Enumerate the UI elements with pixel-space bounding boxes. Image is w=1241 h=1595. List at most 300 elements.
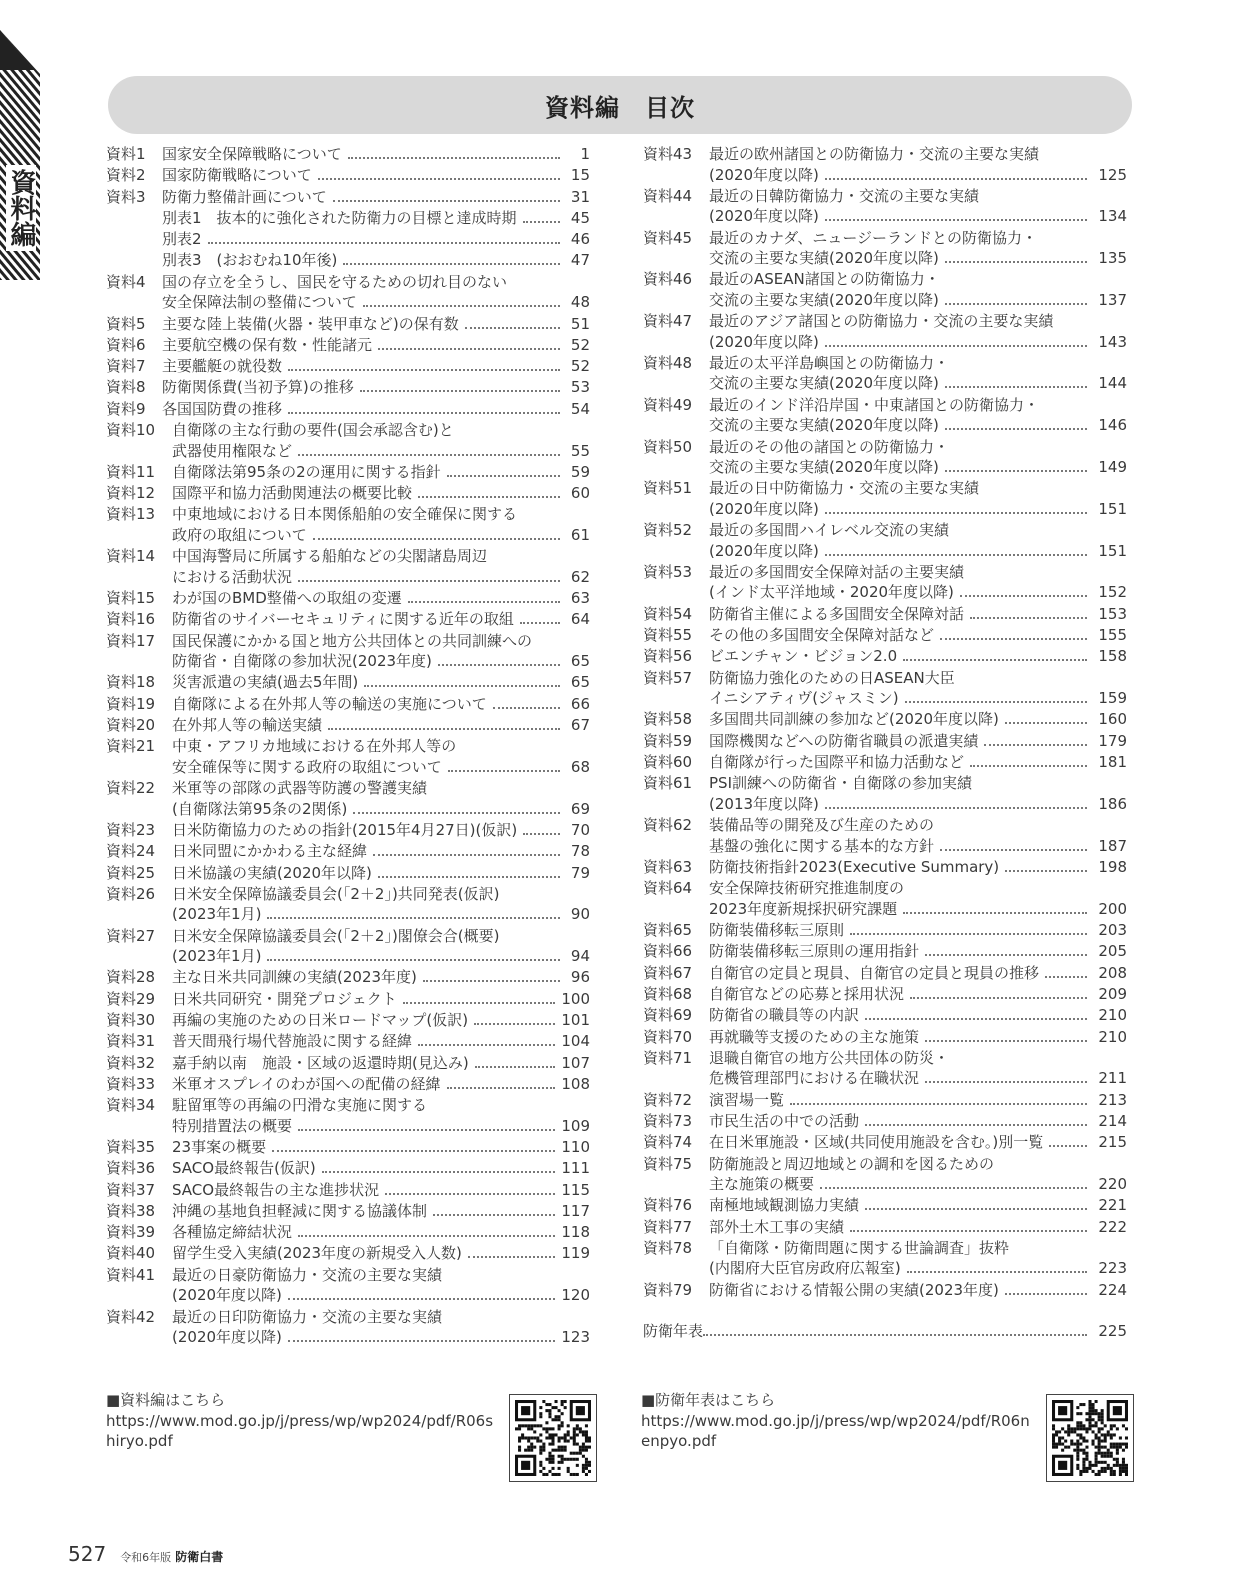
dot-leader xyxy=(940,638,1087,640)
entry-title-line: 安全保障技術研究推進制度の xyxy=(709,879,905,898)
dot-leader xyxy=(468,1256,555,1258)
entry-number: 資料63 xyxy=(643,857,693,876)
entry-number: 資料43 xyxy=(643,145,693,163)
toc-entry[interactable] xyxy=(643,311,1127,352)
dot-leader xyxy=(378,348,560,350)
toc-entry[interactable] xyxy=(106,1095,590,1136)
entry-number: 資料18 xyxy=(106,673,156,692)
entry-number: 資料10 xyxy=(106,421,156,440)
entry-title-line: 別表1 抜本的に強化された防衛力の目標と達成時期 xyxy=(162,208,517,227)
dot-leader xyxy=(1049,1145,1087,1147)
entry-page-number: 210 xyxy=(1098,1006,1127,1025)
entry-page-number: 53 xyxy=(570,378,590,397)
entry-title-line: (2020年度以降) xyxy=(172,1286,282,1305)
dot-leader xyxy=(288,369,560,371)
toc-entry[interactable] xyxy=(643,562,1127,603)
side-label-text: 資料編 xyxy=(6,165,36,251)
entry-title-line: 日米共同研究・開発プロジェクト xyxy=(172,989,397,1008)
toc-entry[interactable] xyxy=(106,1180,590,1201)
toc-entry[interactable] xyxy=(106,631,590,672)
toc-entry[interactable] xyxy=(643,144,1127,185)
toc-entry[interactable] xyxy=(106,820,590,841)
dot-leader xyxy=(267,959,560,961)
dot-leader xyxy=(825,178,1087,180)
entry-number: 資料55 xyxy=(643,626,693,645)
entry-title-line: 嘉手納以南 施設・区域の返還時期(見込み) xyxy=(172,1053,469,1072)
entry-number: 資料78 xyxy=(643,1238,693,1257)
entry-number: 資料2 xyxy=(106,166,146,185)
toc-entry[interactable] xyxy=(106,1307,590,1348)
entry-title-line: (2013年度以降) xyxy=(709,794,819,813)
entry-number: 資料32 xyxy=(106,1053,156,1072)
entry-title-line: 駐留軍等の再編の円滑な実施に関する xyxy=(172,1096,428,1115)
toc-right-column xyxy=(643,144,1127,1342)
toc-entry[interactable] xyxy=(106,967,590,988)
entry-number: 資料33 xyxy=(106,1074,156,1093)
toc-entry[interactable] xyxy=(106,1031,590,1052)
nenpyo-label: 防衛年表 xyxy=(643,1322,704,1341)
entry-number: 資料38 xyxy=(106,1201,156,1220)
dot-leader xyxy=(298,1235,555,1237)
entry-title-line: 基盤の強化に関する基本的な方針 xyxy=(709,836,935,855)
toc-entry[interactable] xyxy=(643,1048,1127,1089)
entry-page-number: 151 xyxy=(1098,499,1127,518)
entry-number: 資料35 xyxy=(106,1137,156,1156)
entry-page-number: 68 xyxy=(570,757,590,776)
toc-entry[interactable] xyxy=(106,399,590,420)
entry-number: 資料24 xyxy=(106,842,156,861)
toc-entry[interactable] xyxy=(643,731,1127,752)
toc-entry[interactable] xyxy=(643,269,1127,310)
entry-title-line: 最近のASEAN諸国との防衛協力・ xyxy=(709,270,940,289)
entry-page-number: 69 xyxy=(570,799,590,818)
entry-number: 資料74 xyxy=(643,1133,693,1152)
entry-title-line: (2023年1月) xyxy=(172,947,262,966)
entry-title-line: 政府の取組について xyxy=(172,525,307,544)
entry-page-number: 205 xyxy=(1098,942,1127,961)
toc-entry[interactable] xyxy=(106,926,590,967)
toc-entry[interactable] xyxy=(106,778,590,819)
entry-number: 資料71 xyxy=(643,1048,693,1067)
entry-page-number: 200 xyxy=(1098,899,1127,918)
toc-entry[interactable] xyxy=(643,625,1127,646)
entry-number: 資料3 xyxy=(106,187,146,206)
entry-page-number: 90 xyxy=(570,905,590,924)
toc-entry[interactable] xyxy=(106,1158,590,1179)
entry-page-number: 159 xyxy=(1098,689,1127,708)
dot-leader xyxy=(493,707,560,709)
entry-title-line: 演習場一覧 xyxy=(709,1090,785,1109)
toc-entry[interactable] xyxy=(106,483,590,504)
toc-entry[interactable] xyxy=(643,520,1127,561)
toc-entry[interactable] xyxy=(643,228,1127,269)
entry-number: 資料57 xyxy=(643,668,693,687)
entry-page-number: 221 xyxy=(1098,1196,1127,1215)
dot-leader xyxy=(523,833,560,835)
toc-entry[interactable] xyxy=(106,335,590,356)
toc-entry[interactable] xyxy=(643,478,1127,519)
entry-title-line: 中東地域における日本関係船舶の安全確保に関する xyxy=(172,505,518,524)
toc-entry[interactable] xyxy=(106,462,590,483)
entry-number: 資料36 xyxy=(106,1159,156,1178)
toc-entry[interactable] xyxy=(643,1005,1127,1026)
nenpyo-link-url[interactable]: https://www.mod.go.jp/j/press/wp/wp2024/pdf/R06nenpyo.pdf xyxy=(641,1412,1030,1450)
entry-page-number: 101 xyxy=(561,1011,590,1029)
toc-entry[interactable] xyxy=(643,186,1127,227)
dot-leader xyxy=(1005,1293,1087,1295)
dot-leader xyxy=(925,1081,1087,1083)
entry-title-line: (自衛隊法第95条の2関係) xyxy=(172,799,348,818)
dot-leader xyxy=(865,1208,1087,1210)
dot-leader xyxy=(865,1124,1087,1126)
entry-number: 資料34 xyxy=(106,1096,156,1115)
entry-number: 資料79 xyxy=(643,1280,693,1299)
entry-title-line: 安全確保等に関する政府の取組について xyxy=(172,757,442,776)
shiryo-link-url[interactable]: https://www.mod.go.jp/j/press/wp/wp2024/pdf/R06shiryo.pdf xyxy=(106,1412,494,1450)
entry-number: 資料9 xyxy=(106,399,146,418)
dot-leader xyxy=(385,1193,555,1195)
toc-entry[interactable] xyxy=(106,609,590,630)
entry-title-line: 防衛協力強化のための日ASEAN大臣 xyxy=(709,668,955,687)
entry-number: 資料21 xyxy=(106,737,156,756)
entry-title-line: 防衛省の職員等の内訳 xyxy=(709,1006,860,1025)
toc-entry[interactable] xyxy=(643,1132,1127,1153)
dot-leader xyxy=(520,622,560,624)
entry-title-line: (2020年度以降) xyxy=(709,541,819,560)
entry-title-line: 中国海警局に所属する船舶などの尖閣諸島周辺 xyxy=(172,547,488,566)
dot-leader xyxy=(343,263,560,265)
toc-entry[interactable] xyxy=(106,187,590,208)
dot-leader xyxy=(905,701,1087,703)
toc-entry[interactable] xyxy=(106,672,590,693)
entry-page-number: 61 xyxy=(570,525,590,544)
entry-title-line: 沖縄の基地負担軽減に関する協議体制 xyxy=(172,1201,428,1220)
entry-title-line: 2023年度新規採択研究課題 xyxy=(709,899,898,918)
entry-page-number: 109 xyxy=(561,1116,590,1135)
entry-number: 資料68 xyxy=(643,984,693,1003)
entry-number: 資料8 xyxy=(106,378,146,397)
entry-title-line: 交流の主要な実績(2020年度以降) xyxy=(709,416,939,435)
shiryo-qr-code-icon[interactable] xyxy=(509,1394,597,1482)
entry-title-line: 多国間共同訓練の参加など(2020年度以降) xyxy=(709,710,999,729)
entry-page-number: 220 xyxy=(1098,1175,1127,1193)
entry-page-number: 52 xyxy=(570,357,590,376)
dot-leader xyxy=(208,242,560,244)
toc-entry[interactable] xyxy=(643,1090,1127,1111)
entry-title-line: 自衛隊が行った国際平和協力活動など xyxy=(709,753,965,772)
toc-entry[interactable] xyxy=(106,1053,590,1074)
entry-number: 資料13 xyxy=(106,505,156,524)
toc-entry[interactable] xyxy=(106,1201,590,1222)
entry-page-number: 55 xyxy=(570,441,590,460)
dot-leader xyxy=(970,617,1087,619)
dot-leader xyxy=(474,1023,555,1025)
entry-number: 資料70 xyxy=(643,1027,693,1046)
dot-leader xyxy=(348,157,560,159)
dot-leader xyxy=(272,1150,555,1152)
dot-leader xyxy=(925,954,1087,956)
toc-entry[interactable] xyxy=(106,1222,590,1243)
entry-title-line: わが国のBMD整備への取組の変遷 xyxy=(172,589,402,608)
toc-entry[interactable] xyxy=(106,144,590,165)
toc-entry[interactable] xyxy=(643,604,1127,625)
toc-entry[interactable] xyxy=(106,715,590,736)
entry-page-number: 67 xyxy=(570,716,590,735)
dot-leader xyxy=(403,1002,556,1004)
entry-number: 資料77 xyxy=(643,1217,693,1236)
entry-page-number: 186 xyxy=(1098,794,1127,813)
entry-title-line: (インド太平洋地域・2020年度以降) xyxy=(709,583,954,602)
entry-page-number: 203 xyxy=(1098,921,1127,940)
toc-entry[interactable] xyxy=(643,920,1127,941)
entry-number: 資料6 xyxy=(106,335,146,354)
entry-number: 資料28 xyxy=(106,968,156,987)
toc-entry[interactable] xyxy=(106,989,590,1010)
entry-page-number: 198 xyxy=(1098,857,1127,876)
entry-number: 資料4 xyxy=(106,272,146,291)
toc-entry[interactable] xyxy=(643,646,1127,667)
dot-leader xyxy=(945,386,1087,388)
toc-entry[interactable] xyxy=(106,208,590,229)
toc-entry[interactable] xyxy=(106,1074,590,1095)
toc-entry[interactable] xyxy=(106,884,590,925)
entry-title-line: 防衛施設と周辺地域との調和を図るための xyxy=(709,1154,995,1173)
dot-leader xyxy=(825,554,1087,556)
entry-page-number: 79 xyxy=(570,863,590,882)
entry-page-number: 125 xyxy=(1098,165,1127,184)
entry-title-line: 自衛隊の主な行動の要件(国会承認含む)と xyxy=(172,421,454,440)
entry-page-number: 117 xyxy=(561,1201,590,1220)
dot-leader xyxy=(703,1334,1087,1336)
entry-title-line: 日米安全保障協議委員会(「2＋2」)共同発表(仮訳) xyxy=(172,884,500,903)
entry-title-line: 防衛技術指針2023(Executive Summary) xyxy=(709,857,1000,876)
dot-leader xyxy=(945,303,1087,305)
entry-title-line: 主な施策の概要 xyxy=(709,1175,815,1193)
toc-entry[interactable] xyxy=(106,377,590,398)
entry-title-line: 最近の日中防衛協力・交流の主要な実績 xyxy=(709,479,980,498)
entry-number: 資料7 xyxy=(106,357,146,376)
toc-entry[interactable] xyxy=(643,984,1127,1005)
entry-title-line: 市民生活の中での活動 xyxy=(709,1111,860,1130)
entry-title-line: SACO最終報告の主な進捗状況 xyxy=(172,1180,380,1199)
entry-page-number: 211 xyxy=(1098,1069,1127,1088)
entry-title-line: 日米同盟にかかわる主な経緯 xyxy=(172,842,368,861)
toc-entry[interactable] xyxy=(106,736,590,777)
entry-title-line: 再編の実施のための日米ロードマップ(仮訳) xyxy=(172,1011,469,1029)
entry-page-number: 78 xyxy=(570,842,590,861)
entry-number: 資料27 xyxy=(106,926,156,945)
entry-number: 資料25 xyxy=(106,863,156,882)
entry-title-line: 主な日米共同訓練の実績(2023年度) xyxy=(172,968,417,987)
dot-leader xyxy=(825,512,1087,514)
dot-leader xyxy=(288,412,560,414)
entry-title-line: 国家防衛戦略について xyxy=(162,166,312,185)
dot-leader xyxy=(267,917,560,919)
entry-title-line: 部外土木工事の実績 xyxy=(709,1217,845,1236)
entry-title-line: 安全保障法制の整備について xyxy=(162,293,357,312)
dot-leader xyxy=(448,770,560,772)
entry-title-line: (2023年1月) xyxy=(172,905,262,924)
entry-title-line: 最近のアジア諸国との防衛協力・交流の主要な実績 xyxy=(709,312,1054,331)
dot-leader xyxy=(1005,870,1087,872)
dot-leader xyxy=(850,933,1087,935)
entry-title-line: 日米防衛協力のための指針(2015年4月27日)(仮訳) xyxy=(172,820,518,839)
toc-entry[interactable] xyxy=(106,272,590,313)
dot-leader xyxy=(408,601,560,603)
toc-entry[interactable] xyxy=(106,1010,590,1031)
nenpyo-toc-entry[interactable] xyxy=(643,1321,1127,1342)
nenpyo-qr-code-icon[interactable] xyxy=(1046,1394,1134,1482)
dot-leader xyxy=(910,997,1087,999)
entry-page-number: 51 xyxy=(570,314,590,333)
dot-leader xyxy=(970,765,1087,767)
page-footer xyxy=(68,1542,223,1566)
dot-leader xyxy=(960,595,1087,597)
toc-entry[interactable] xyxy=(643,1195,1127,1216)
qr-pattern xyxy=(515,1400,591,1476)
entry-title-line: (2020年度以降) xyxy=(709,332,819,351)
toc-entry[interactable] xyxy=(106,420,590,461)
entry-page-number: 94 xyxy=(570,947,590,966)
dot-leader xyxy=(318,178,560,180)
toc-entry[interactable] xyxy=(106,504,590,545)
toc-entry[interactable] xyxy=(643,668,1127,709)
entry-number: 資料49 xyxy=(643,395,693,414)
toc-entry[interactable] xyxy=(106,1243,590,1264)
dot-leader xyxy=(373,854,560,856)
book-title: 防衛白書 xyxy=(175,1550,224,1564)
entry-title-line: 最近の多国間ハイレベル交流の実績 xyxy=(709,521,950,540)
dot-leader xyxy=(363,305,560,307)
dot-leader xyxy=(825,219,1087,221)
dot-leader xyxy=(333,200,560,202)
toc-entry[interactable] xyxy=(106,546,590,587)
shiryo-link-block xyxy=(106,1390,606,1451)
side-section-label xyxy=(6,165,36,251)
dot-leader xyxy=(298,580,560,582)
entry-title-line: 日米協議の実績(2020年以降) xyxy=(172,863,372,882)
toc-entry[interactable] xyxy=(643,1154,1127,1195)
entry-number: 資料16 xyxy=(106,610,156,629)
dot-leader xyxy=(903,912,1087,914)
entry-title-line: 自衛隊法第95条の2の運用に関する指針 xyxy=(172,462,441,481)
dot-leader xyxy=(298,454,560,456)
dot-leader xyxy=(364,685,560,687)
page-number: 527 xyxy=(68,1542,107,1566)
toc-entry[interactable] xyxy=(106,588,590,609)
toc-entry[interactable] xyxy=(106,229,590,250)
entry-title-line: イニシアティヴ(ジャスミン) xyxy=(709,689,899,708)
toc-entry[interactable] xyxy=(106,1137,590,1158)
toc-entry[interactable] xyxy=(643,773,1127,814)
dot-leader xyxy=(447,475,560,477)
dot-leader xyxy=(328,728,560,730)
toc-entry[interactable] xyxy=(106,863,590,884)
toc-entry[interactable] xyxy=(643,1027,1127,1048)
entry-title-line: 防衛省のサイバーセキュリティに関する近年の取組 xyxy=(172,610,514,629)
entry-page-number: 63 xyxy=(570,589,590,608)
toc-entry[interactable] xyxy=(106,314,590,335)
toc-entry[interactable] xyxy=(643,752,1127,773)
entry-page-number: 70 xyxy=(570,820,590,839)
nenpyo-link-heading: ■防衛年表はこちら xyxy=(641,1391,776,1409)
toc-entry[interactable] xyxy=(643,878,1127,919)
entry-title-line: 国際平和協力活動関連法の概要比較 xyxy=(172,484,413,503)
entry-number: 資料41 xyxy=(106,1265,156,1284)
toc-entry[interactable] xyxy=(643,1217,1127,1238)
toc-entry[interactable] xyxy=(643,1111,1127,1132)
entry-title-line: 防衛装備移転三原則 xyxy=(709,921,845,940)
entry-title-line: ビエンチャン・ビジョン2.0 xyxy=(709,647,898,666)
entry-number: 資料31 xyxy=(106,1032,156,1051)
entry-number: 資料62 xyxy=(643,816,693,835)
entry-number: 資料14 xyxy=(106,547,156,566)
entry-page-number: 65 xyxy=(570,673,590,692)
entry-title-line: 交流の主要な実績(2020年度以降) xyxy=(709,249,939,268)
dot-leader xyxy=(984,744,1087,746)
toc-entry[interactable] xyxy=(643,395,1127,436)
entry-number: 資料39 xyxy=(106,1223,156,1242)
qr-pattern xyxy=(1052,1400,1128,1476)
entry-page-number: 135 xyxy=(1098,249,1127,268)
toc-entry[interactable] xyxy=(106,165,590,186)
entry-number: 資料17 xyxy=(106,631,156,650)
toc-entry[interactable] xyxy=(643,941,1127,962)
entry-title-line: (内閣府大臣官房政府広報室) xyxy=(709,1259,901,1278)
entry-page-number: 64 xyxy=(570,610,590,629)
entry-title-line: 最近の日韓防衛協力・交流の主要な実績 xyxy=(709,186,980,205)
entry-title-line: 最近の日豪防衛協力・交流の主要な実績 xyxy=(172,1265,443,1284)
entry-title-line: 南極地域観測協力実績 xyxy=(709,1196,860,1215)
toc-entry[interactable] xyxy=(106,250,590,271)
toc-entry[interactable] xyxy=(106,841,590,862)
toc-entry[interactable] xyxy=(106,356,590,377)
entry-title-line: 米軍等の部隊の武器等防護の警護実績 xyxy=(172,779,428,798)
entry-title-line: 防衛関係費(当初予算)の推移 xyxy=(162,378,354,397)
entry-page-number: 187 xyxy=(1098,836,1127,855)
toc-entry[interactable] xyxy=(643,1238,1127,1279)
entry-title-line: 23事案の概要 xyxy=(172,1137,267,1156)
entry-number: 資料66 xyxy=(643,942,693,961)
entry-number: 資料75 xyxy=(643,1154,693,1173)
toc-entry[interactable] xyxy=(643,437,1127,478)
toc-entry[interactable] xyxy=(106,694,590,715)
entry-number: 資料15 xyxy=(106,589,156,608)
toc-entry[interactable] xyxy=(643,857,1127,878)
entry-title-line: 国際機関などへの防衛省職員の派遣実績 xyxy=(709,731,979,750)
toc-left-column xyxy=(106,144,590,1348)
entry-number: 資料54 xyxy=(643,604,693,623)
dot-leader xyxy=(945,470,1087,472)
entry-page-number: 1 xyxy=(580,145,590,163)
entry-title-line: 防衛力整備計画について xyxy=(162,187,327,206)
toc-entry[interactable] xyxy=(643,963,1127,984)
entry-number: 資料61 xyxy=(643,774,693,793)
toc-entry[interactable] xyxy=(106,1265,590,1306)
toc-entry[interactable] xyxy=(643,353,1127,394)
dot-leader xyxy=(523,221,560,223)
toc-entry[interactable] xyxy=(643,1280,1127,1301)
entry-page-number: 151 xyxy=(1098,541,1127,560)
entry-number: 資料46 xyxy=(643,270,693,289)
entry-number: 資料26 xyxy=(106,884,156,903)
toc-entry[interactable] xyxy=(643,815,1127,856)
toc-entry[interactable] xyxy=(643,709,1127,730)
entry-page-number: 104 xyxy=(561,1032,590,1051)
entry-page-number: 134 xyxy=(1098,207,1127,226)
entry-title-line: (2020年度以降) xyxy=(709,499,819,518)
entry-page-number: 100 xyxy=(561,989,590,1008)
